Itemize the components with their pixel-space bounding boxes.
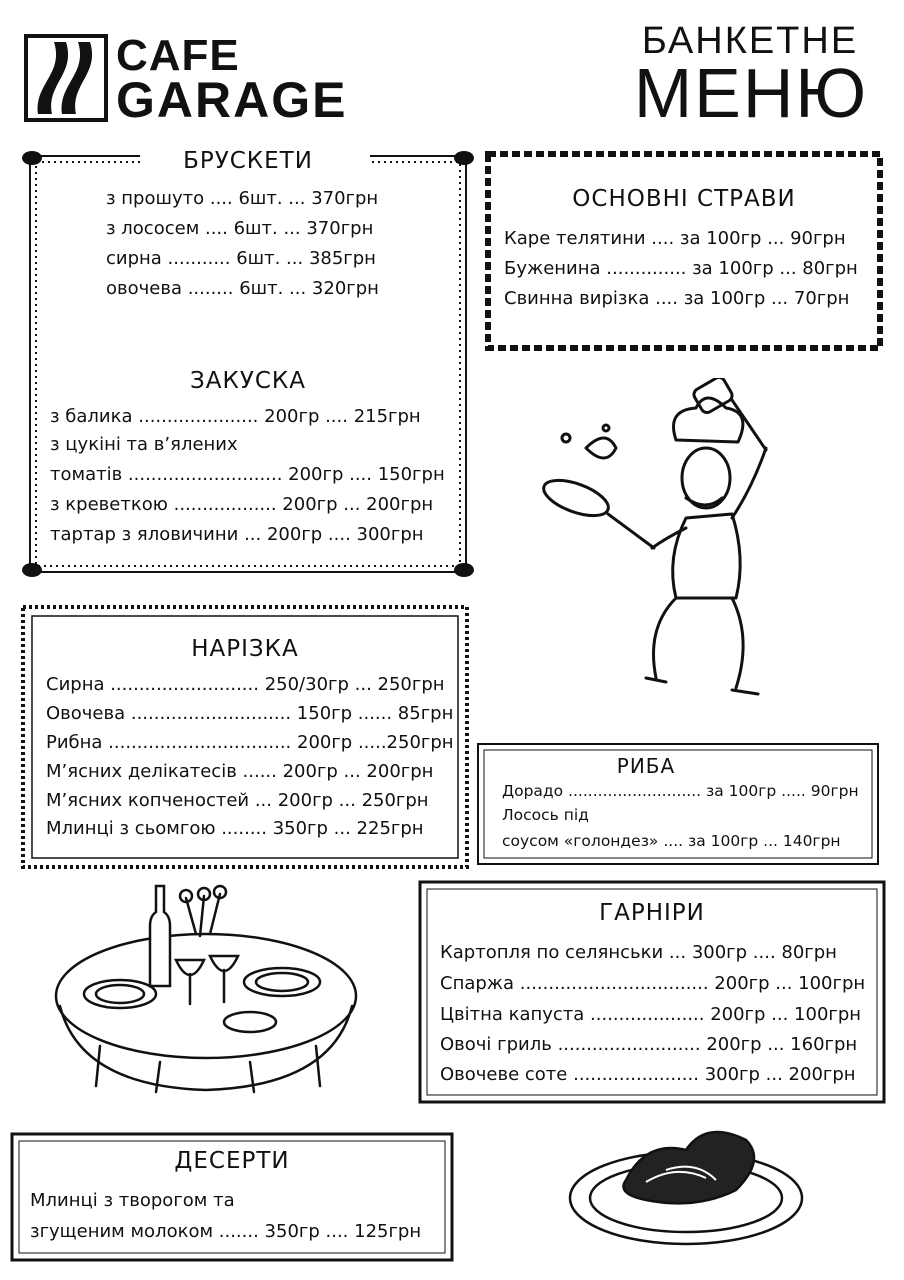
logo-mark-icon <box>24 34 108 122</box>
menu-item: овочева ........ 6шт. ... 320грн <box>106 278 379 299</box>
menu-item: з балика ..................... 200гр .... 215грн <box>50 406 421 427</box>
fish-section <box>476 742 880 866</box>
menu-item: тартар з яловичини ... 200гр .... 300грн <box>50 524 424 545</box>
mains-heading: ОСНОВНІ СТРАВИ <box>572 186 796 212</box>
menu-item: соусом «голондез» .... за 100гр ... 140грн <box>502 832 841 850</box>
menu-item: Лосось під <box>502 806 589 824</box>
menu-item: Овочі гриль ......................... 200гр ... 160грн <box>440 1034 858 1055</box>
menu-item: Млинці з творогом та <box>30 1190 235 1211</box>
sides-section <box>418 880 886 1104</box>
desserts-section <box>10 1132 454 1262</box>
menu-item: М’ясних делікатесів ...... 200гр ... 200грн <box>46 761 434 782</box>
brand-line-2: GARAGE <box>116 72 348 128</box>
snacks-heading: ЗАКУСКА <box>190 368 306 394</box>
menu-item: М’ясних копченостей ... 200гр ... 250грн <box>46 790 429 811</box>
bruschetta-heading: БРУСКЕТИ <box>183 148 313 174</box>
menu-item: з лососем .... 6шт. ... 370грн <box>106 218 374 239</box>
brand-line-1: CAFE <box>116 31 240 80</box>
plate-illustration <box>566 1120 806 1250</box>
menu-item: Дорадо ........................... за 100гр ..... 90грн <box>502 782 859 800</box>
menu-item: з креветкою .................. 200гр ... 200грн <box>50 494 434 515</box>
desserts-heading: ДЕСЕРТИ <box>174 1148 290 1174</box>
fish-heading: РИБА <box>616 754 676 778</box>
bruschetta-snacks-section <box>20 146 476 582</box>
menu-item: Спаржа ................................. 200гр ... 100грн <box>440 973 866 994</box>
menu-item: Буженина .............. за 100гр ... 80грн <box>504 258 858 279</box>
table-illustration <box>50 876 362 1096</box>
menu-item: Рибна ................................ 200гр .....250грн <box>46 732 454 753</box>
chef-illustration <box>536 378 786 708</box>
page-title-main: МЕНЮ <box>633 54 869 132</box>
platters-section <box>20 604 470 870</box>
menu-item: Каре телятини .... за 100гр ... 90грн <box>504 228 846 249</box>
menu-item: з прошуто .... 6шт. ... 370грн <box>106 188 379 209</box>
menu-item: томатів ........................... 200гр .... 150грн <box>50 464 445 485</box>
menu-item: Млинці з сьомгою ........ 350гр ... 225грн <box>46 818 424 839</box>
brand-logo <box>24 31 464 128</box>
sides-heading: ГАРНІРИ <box>599 900 705 926</box>
menu-item: Овочеве соте ...................... 300гр ... 200грн <box>440 1064 856 1085</box>
page-title-top: БАНКЕТНЕ <box>641 20 859 62</box>
menu-item: Сирна .......................... 250/30гр ... 250грн <box>46 674 445 695</box>
mains-section <box>484 150 884 352</box>
menu-item: згущеним молоком ....... 350гр .... 125грн <box>30 1221 422 1242</box>
scalloped-frame <box>484 150 884 352</box>
menu-item: з цукіні та в’ялених <box>50 434 238 455</box>
menu-item: Овочева ............................ 150гр ...... 85грн <box>46 703 454 724</box>
menu-item: Цвітна капуста .................... 200гр ... 100грн <box>440 1004 862 1025</box>
dotted-frame <box>20 146 476 582</box>
menu-item: сирна ........... 6шт. ... 385грн <box>106 248 376 269</box>
platters-heading: НАРІЗКА <box>191 636 299 662</box>
menu-item: Свинна вирізка .... за 100гр ... 70грн <box>504 288 850 309</box>
menu-item: Картопля по селянськи ... 300гр .... 80грн <box>440 942 837 963</box>
